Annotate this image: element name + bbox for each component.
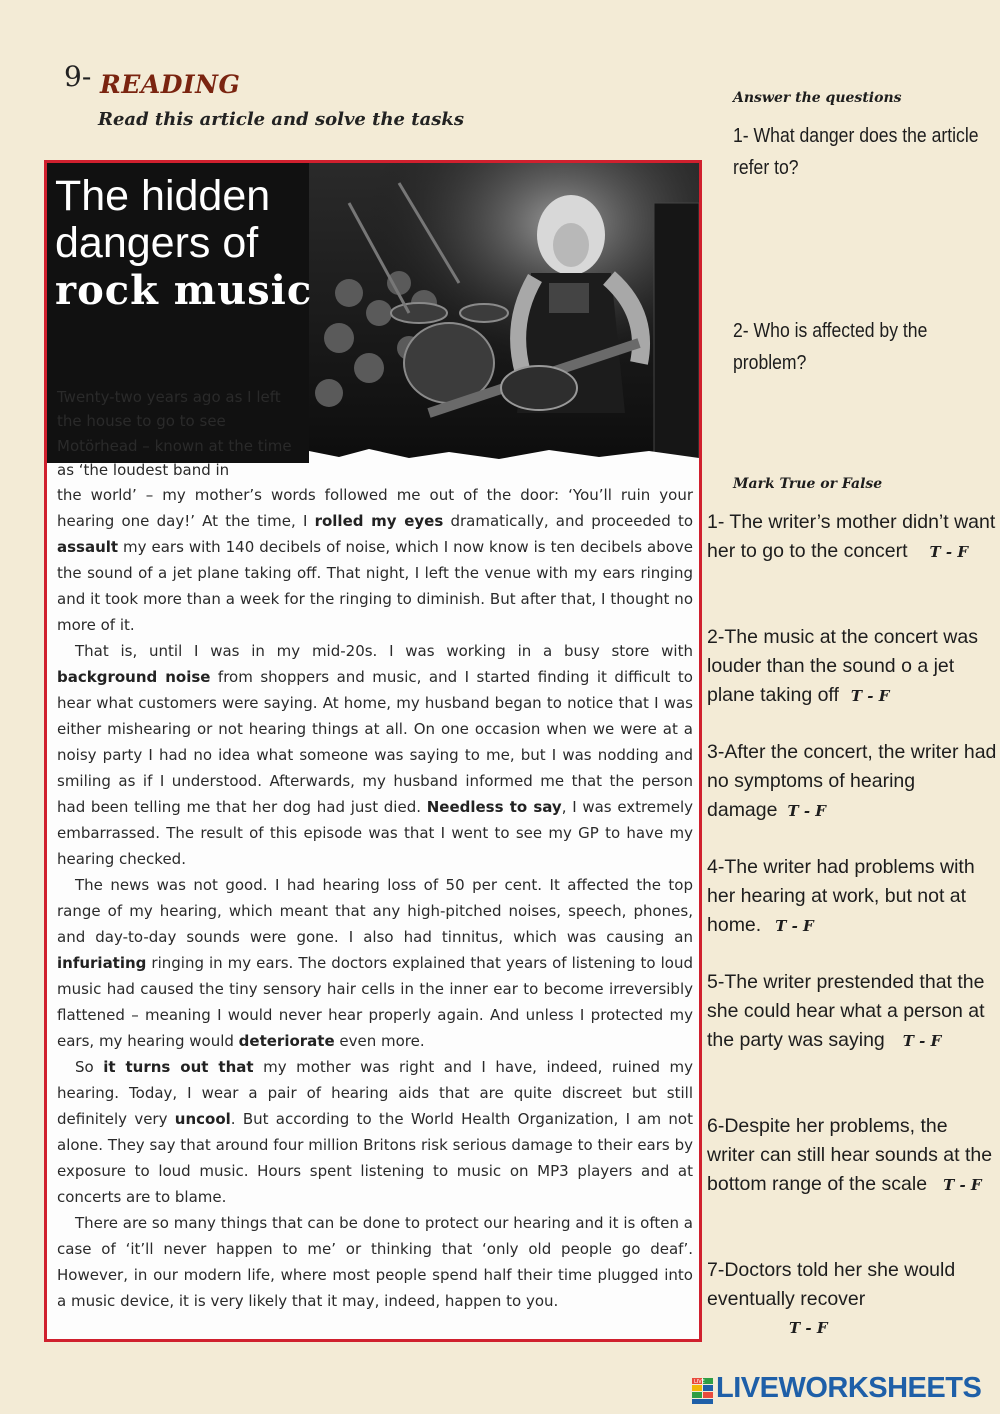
tf-statement-text: 2-The music at the concert was louder than the sound o a jet plane taking off [707, 626, 978, 706]
p2-text-b: from shoppers and music, and I started finding it difficult to hear what customers were saying. At home, my husband began to notice that I was either mishearing or not hearing things at all. On one occasion when we were at a noisy party I had no idea what someone was saying to me, but I was nodding and smiling as if I understood. Afterwards, my husband informed me that the person had been telling me that her dog had just died. [57, 668, 693, 816]
tf-statement-1 [707, 508, 997, 567]
tf-statement-text: 5-The writer prestended that the she could hear what a person at the party was saying [707, 971, 985, 1051]
article-title-line3: rock music [55, 267, 313, 314]
tf-statement-7 [707, 1256, 997, 1343]
question-2: 2- Who is affected by the problem? [733, 320, 928, 374]
p2-text-c: , I was extremely embarrassed. The result of this episode was that I went to see my GP to have my hearing checked. [57, 798, 694, 868]
p3-text-a: The news was not good. I had hearing loss of 50 per cent. It affected the top range of my hearing, which meant that any high-pitched noises, speech, phones, and day-to-day sounds were gone. I also had tinnitus, which was causing an [57, 876, 693, 946]
tf-statement-text: 6-Despite her problems, the writer can still hear sounds at the bottom range of the scale [707, 1115, 993, 1195]
tf-answer-4[interactable]: T - F [775, 917, 814, 935]
tf-answer-6[interactable]: T - F [943, 1176, 982, 1194]
p1-text-b: dramatically, and proceeded to [443, 512, 694, 530]
p2-text-a: That is, until I was in my mid-20s. I was working in a busy store with [75, 642, 693, 660]
p4-highlight-1: it turns out that [103, 1058, 254, 1076]
p2-highlight-1: background noise [57, 668, 211, 686]
article-frame [44, 160, 702, 1342]
p4-text-c: . But according to the World Health Organization, I am not alone. They say that around four million Britons risk serious damage to their ears by exposure to loud music. Hours spent listening to music on MP3 players and at concerts are to blame. [57, 1110, 693, 1206]
section-instruction: Read this article and solve the tasks [98, 109, 464, 130]
p1-highlight-2: assault [57, 538, 119, 556]
tf-statement-text: 1- The writer’s mother didn’t want her to go to the concert [707, 511, 996, 562]
article-paragraph-2 [57, 638, 693, 872]
p3-text-b: ringing in my ears. The doctors explained that years of listening to loud music had caused the tiny sensory hair cells in the inner ear to become irreversibly flattened – meaning I would never hear properly again. And unless I protected my ears, my hearing would [57, 954, 693, 1050]
p1-text-a: the world’ – my mother’s words followed me out of the door: ‘You’ll ruin your hearing one day!’ At the time, I [57, 486, 693, 530]
p4-highlight-2: uncool [174, 1110, 231, 1128]
concert-photo [309, 163, 699, 463]
section-number: 9- [64, 60, 92, 93]
tf-statement-text: 3-After the concert, the writer had no symptoms of hearing damage [707, 741, 997, 821]
tf-answer-5[interactable]: T - F [902, 1032, 942, 1050]
article-paragraph-1 [57, 482, 693, 638]
true-false-heading: Mark True or False [733, 476, 883, 492]
p3-highlight-2: deteriorate [238, 1032, 335, 1050]
question-1: 1- What danger does the article refer to? [733, 125, 979, 179]
logo-text: LIVEWORKSHEETS [716, 1372, 982, 1404]
tf-answer-1[interactable]: T - F [929, 543, 969, 561]
p3-highlight-1: infuriating [57, 954, 147, 972]
p4-text-a: So [75, 1058, 104, 1076]
tf-statement-6 [707, 1112, 997, 1200]
article-intro-text: Twenty-two years ago as I left the house to go to see Motörhead – known at the time as ‘the loudest band in [57, 388, 292, 479]
tf-answer-3[interactable]: T - F [787, 802, 826, 820]
tf-statement-4 [707, 853, 997, 941]
liveworksheets-logo [692, 1374, 992, 1408]
tf-statement-text: 7-Doctors told her she would eventually recover [707, 1259, 956, 1310]
tf-statement-3 [707, 738, 997, 826]
article-intro [57, 385, 297, 482]
questions-heading: Answer the questions [733, 90, 902, 106]
article-title-line2: dangers of [55, 219, 259, 267]
tf-statement-5 [707, 968, 997, 1056]
p1-text-c: my ears with 140 decibels of noise, which I now know is ten decibels above the sound of a jet plane taking off. That night, I left the venue with my ears ringing and it took more than a week for the ringing to diminish. But after that, I thought no more of it. [57, 538, 693, 634]
article-title-line1: The hidden [55, 172, 271, 220]
article-paragraph-4 [57, 1054, 693, 1210]
section-title: READING [100, 70, 241, 99]
concert-photo-illustration [309, 163, 699, 463]
tf-statement-2 [707, 623, 997, 711]
p1-highlight-1: rolled my eyes [314, 512, 444, 530]
tf-statement-text: 4-The writer had problems with her hearing at work, but not at home. [707, 856, 975, 936]
logo-blocks-icon [692, 1378, 714, 1404]
article-body [57, 482, 693, 1314]
article-paragraph-3 [57, 872, 693, 1054]
p2-highlight-2: Needless to say [426, 798, 562, 816]
p4-text-b: my mother was right and I have, indeed, ruined my hearing. Today, I wear a pair of hearing aids that are quite discreet but still definitely very [57, 1058, 693, 1128]
tf-answer-2[interactable]: T - F [850, 687, 890, 705]
article-title [55, 173, 312, 314]
tf-answer-7[interactable]: T - F [789, 1319, 828, 1337]
p3-text-c: even more. [334, 1032, 425, 1050]
article-paragraph-5: There are so many things that can be done to protect our hearing and it is often a case of ‘it’ll never happen to me’ or thinking that ‘only old people go deaf’. However, in our modern life, where most people spend half their time plugged into a music device, it is very likely that it may, indeed, happen to you. [57, 1214, 693, 1310]
logo-icon-letter-l: LIVE [694, 1379, 705, 1385]
